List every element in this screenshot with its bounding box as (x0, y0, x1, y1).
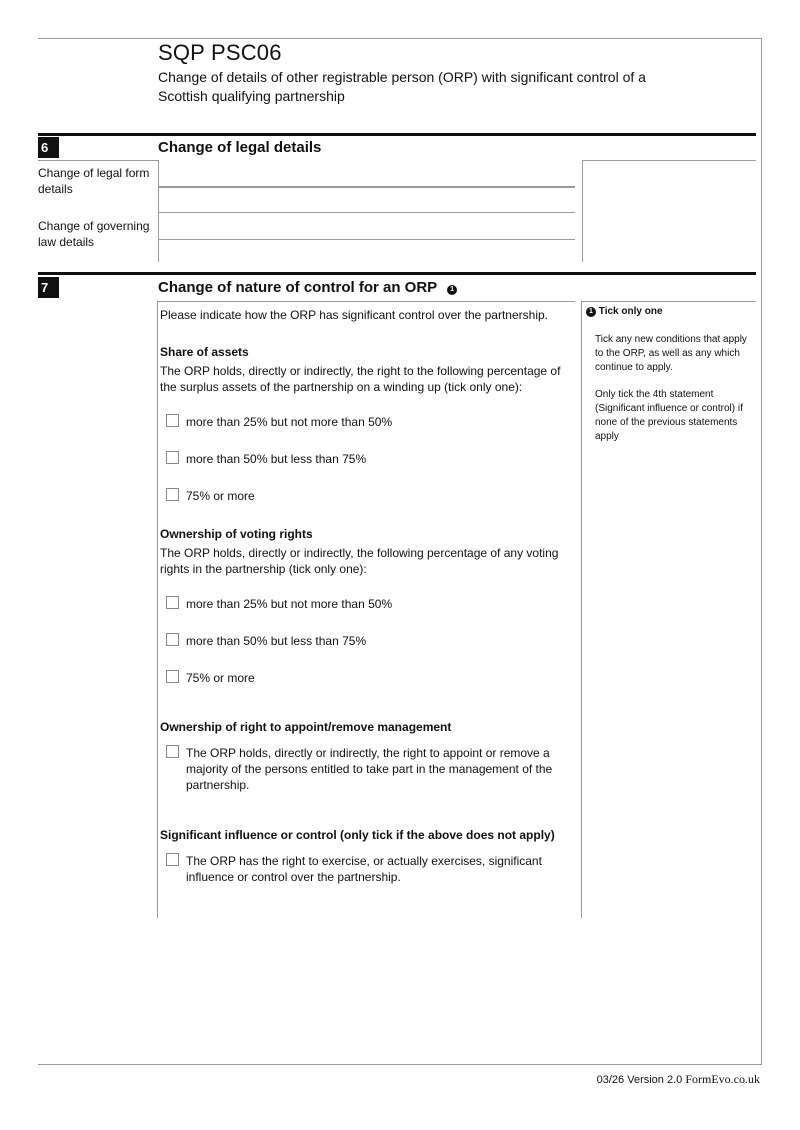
form-code: SQP PSC06 (158, 40, 282, 65)
share-assets-option-1: more than 25% but not more than 50% (186, 415, 393, 429)
share-assets-text: The ORP holds, directly or indirectly, the right to the following percentage of the surplus assets of the partnership on a winding up (tick only one): (160, 364, 561, 394)
notes-title: Tick only one (598, 306, 663, 317)
notes-top-rule (582, 301, 756, 302)
share-assets-option-2: more than 50% but less than 75% (186, 452, 367, 466)
influence-checkbox[interactable] (166, 853, 179, 866)
footer (597, 1072, 760, 1087)
form-subtitle: Change of details of other registrable person (ORP) with significant control of a Scottish qualifying partnership (158, 69, 646, 104)
voting-rights-option-3: 75% or more (186, 671, 255, 685)
legal-form-field-line1[interactable] (158, 160, 575, 187)
voting-rights-checkbox-1[interactable] (166, 596, 179, 609)
notes-para-2: Only tick the 4th statement (Significant influence or control) if none of the previous statements apply (595, 389, 743, 442)
share-assets-checkbox-3[interactable] (166, 488, 179, 501)
right-border (761, 38, 762, 1065)
voting-rights-text: The ORP holds, directly or indirectly, the following percentage of any voting rights in the partnership (tick only one): (160, 546, 559, 576)
section7-title (158, 279, 457, 296)
appoint-option: The ORP holds, directly or indirectly, the right to appoint or remove a majority of the persons entitled to take part in the management of the partnership. (186, 746, 553, 792)
legal-form-label: Change of legal form details (38, 166, 150, 196)
section7-title-text: Change of nature of control for an ORP (158, 279, 437, 296)
appoint-checkbox[interactable] (166, 745, 179, 758)
bottom-border (38, 1064, 762, 1065)
note-marker-icon: 1 (447, 285, 457, 295)
appoint-heading: Ownership of right to appoint/remove management (160, 720, 452, 734)
footer-version: 03/26 Version 2.0 (596, 1074, 683, 1086)
share-assets-heading: Share of assets (160, 345, 249, 359)
share-assets-checkbox-2[interactable] (166, 451, 179, 464)
top-border (38, 38, 762, 39)
governing-law-field-line2[interactable] (158, 239, 575, 262)
legal-form-field-line2[interactable] (158, 187, 575, 213)
section7-rule (38, 272, 756, 275)
voting-rights-option-1: more than 25% but not more than 50% (186, 597, 393, 611)
section7-content-right (581, 301, 582, 918)
share-assets-option-3: 75% or more (186, 489, 255, 503)
section6-note-divider (582, 160, 583, 262)
share-assets-checkbox-1[interactable] (166, 414, 179, 427)
influence-heading: Significant influence or control (only tick if the above does not apply) (160, 828, 555, 842)
section7-content-top (158, 301, 575, 302)
section6-title: Change of legal details (158, 139, 322, 156)
governing-law-label: Change of governing law details (38, 219, 150, 249)
footer-brand: FormEvo.co.uk (685, 1072, 760, 1086)
influence-option: The ORP has the right to exercise, or actually exercises, significant influence or control over the partnership. (186, 854, 542, 884)
notes-marker-icon: 1 (586, 307, 596, 317)
governing-law-field-line1[interactable] (158, 213, 575, 240)
section6-number: 6 (38, 137, 59, 158)
voting-rights-checkbox-2[interactable] (166, 633, 179, 646)
voting-rights-checkbox-3[interactable] (166, 670, 179, 683)
notes-para-1: Tick any new conditions that apply to the ORP, as well as any which continue to apply. (595, 334, 747, 373)
section6-rule (38, 133, 756, 136)
section7-intro: Please indicate how the ORP has significant control over the partnership. (160, 308, 548, 322)
notes-heading (586, 306, 663, 317)
section7-number: 7 (38, 277, 59, 298)
section6-note-rule (582, 160, 756, 161)
section7-content-left (157, 301, 158, 918)
voting-rights-option-2: more than 50% but less than 75% (186, 634, 367, 648)
voting-rights-heading: Ownership of voting rights (160, 527, 313, 541)
